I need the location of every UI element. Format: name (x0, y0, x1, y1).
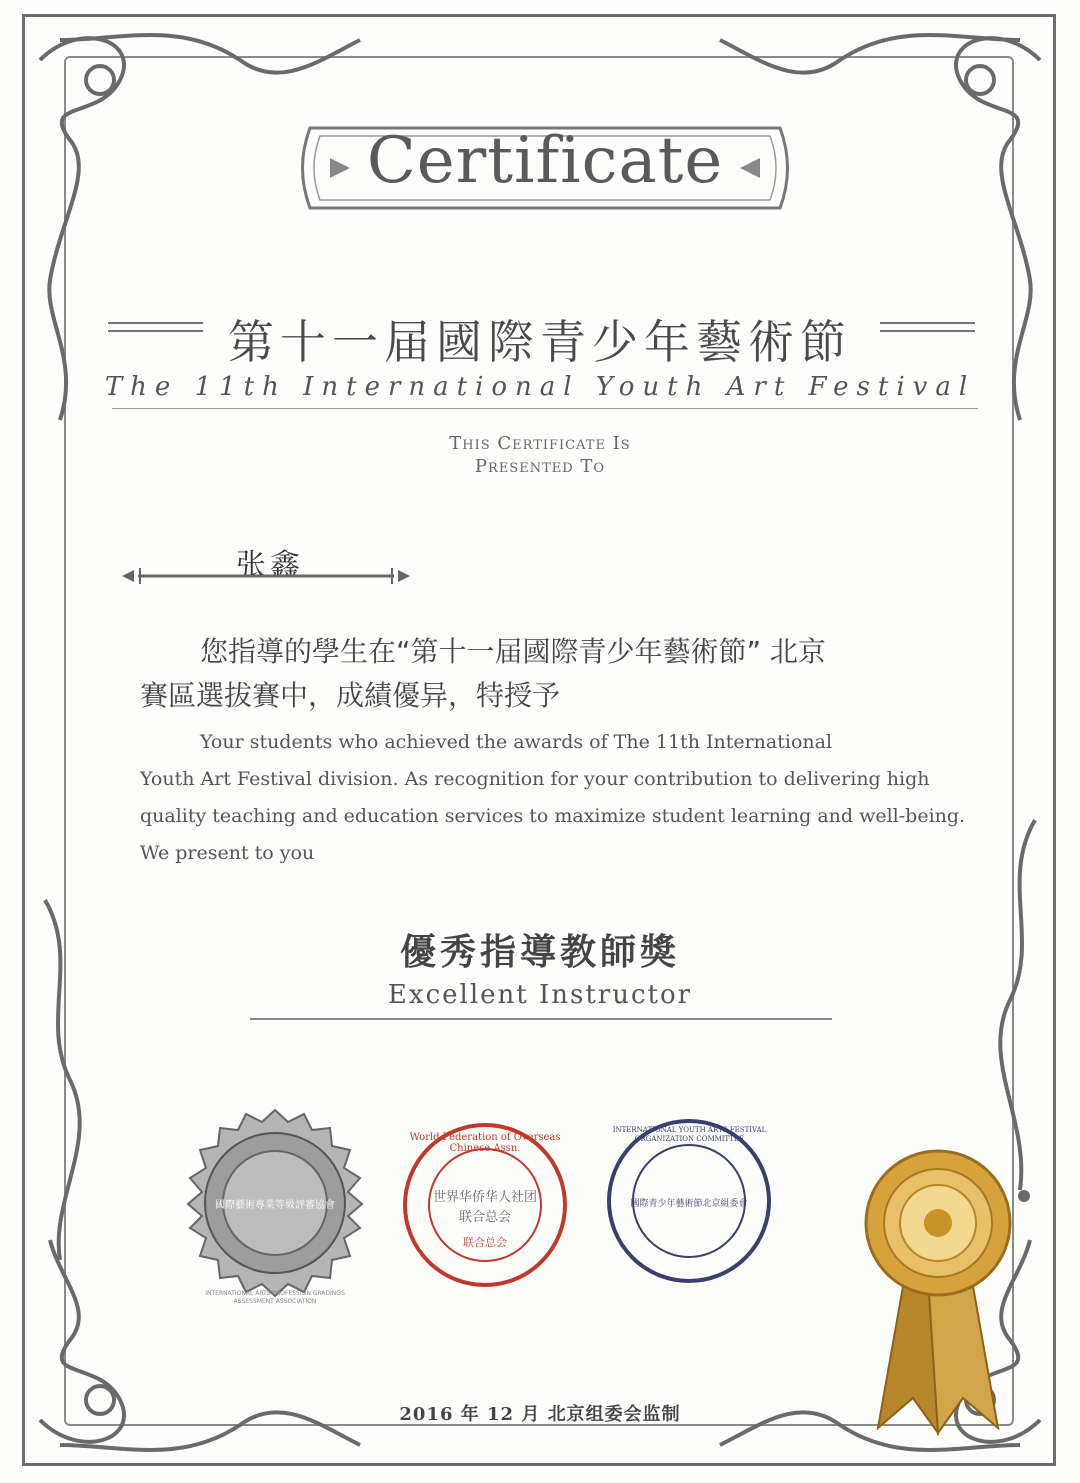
festival-rule-right (880, 322, 975, 332)
festival-title-en: The 11th International Youth Art Festival (104, 372, 976, 402)
body-cn-line-2: 賽區選拔賽中，成績優异，特授予 (140, 679, 561, 712)
body-text-en (140, 724, 966, 872)
silver-seal (180, 1108, 370, 1298)
body-cn-line-1: 您指導的學生在“第十一届國際青少年藝術節” 北京 (200, 635, 826, 668)
red-seal-bottom: 联合总会 (463, 1236, 507, 1249)
award-title-en: Excellent Instructor (387, 980, 693, 1010)
silver-seal-ring: INTERNATIONAL ARTS PROFESSION GRADINGS ASSESSMENT ASSOCIATION (205, 1290, 345, 1305)
name-underline-ornament (118, 564, 414, 588)
presented-line-2: Presented To (474, 456, 606, 477)
festival-title-cn: 第十一届國際青少年藝術節 (228, 315, 852, 369)
blue-seal-center: 國際青少年藝術節北京組委會 (630, 1199, 748, 1209)
festival-rule-left (108, 322, 203, 332)
body-en-line-4: We present to you (140, 842, 315, 864)
certificate-title: Certificate (366, 124, 724, 198)
festival-underline (112, 408, 978, 409)
blue-seal-ring: INTERNATIONAL YOUTH ARTS FESTIVAL ORGANIZATION COMMITTEE (612, 1126, 767, 1143)
body-en-line-3: quality teaching and education services to maximize student learning and well-being. (140, 805, 966, 827)
recipient-name: 张鑫 (236, 548, 304, 583)
silver-seal-center: 國際藝術專業等級評審協會 (215, 1200, 335, 1211)
body-en-line-2: Youth Art Festival division. As recognition for your contribution to delivering high (140, 768, 930, 790)
red-seal-center: 世界华侨华人社团联合总会 (432, 1190, 537, 1225)
gold-ribbon-rosette (858, 1148, 1018, 1438)
award-title-cn: 優秀指導教師獎 (399, 932, 680, 973)
award-underline (250, 1018, 832, 1020)
body-text-cn (140, 630, 950, 718)
issue-date-footer: 2016 年 12 月 北京组委会监制 (399, 1404, 681, 1425)
body-en-line-1: Your students who achieved the awards of The 11th International (200, 731, 833, 753)
presented-line-1: This Certificate Is (449, 433, 631, 454)
presented-to (390, 432, 690, 478)
red-seal-ring: World Federation of Overseas Chinese Assn. (409, 1132, 561, 1154)
